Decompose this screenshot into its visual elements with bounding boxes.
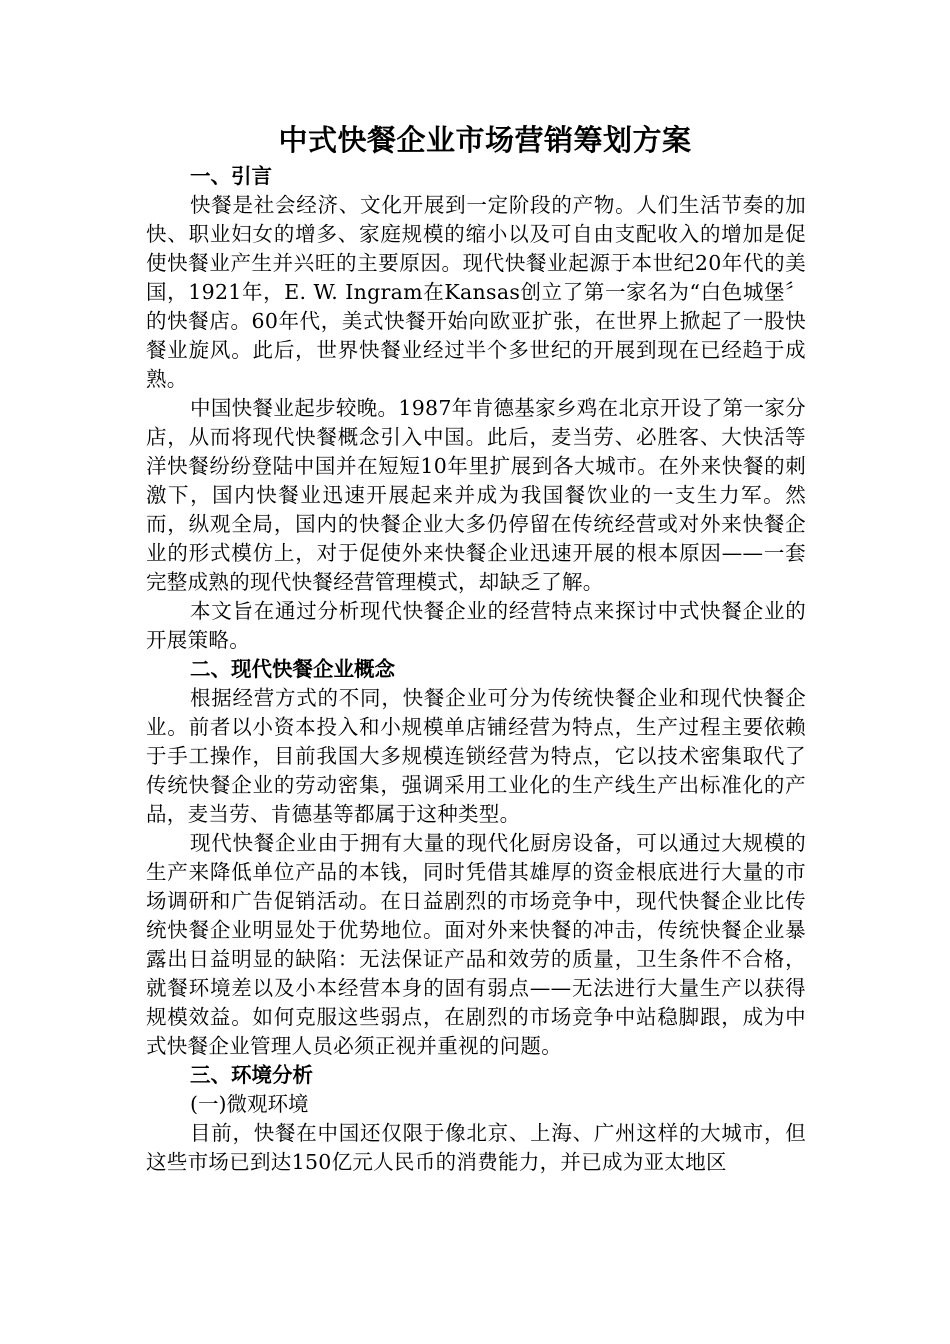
- paragraph: 快餐是社会经济、文化开展到一定阶段的产物。人们生活节奏的加快、职业妇女的增多、家庭规模的缩小以及可自由支配收入的增加是促使快餐业产生并兴旺的主要原因。现代快餐业起源于本世纪20年代的美国，1921年，E. W. Ingram在Kansas创立了第一家名为“白色城堡〞的快餐店。60年代，美式快餐开始向欧亚扩张，在世界上掀起了一股快餐业旋风。此后，世界快餐业经过半个多世纪的开展到现在已经趋于成熟。: [146, 193, 806, 391]
- section-heading: 三、环境分析: [190, 1063, 313, 1087]
- paragraph: 现代快餐企业由于拥有大量的现代化厨房设备，可以通过大规模的生产来降低单位产品的本钱，同时凭借其雄厚的资金根底进行大量的市场调研和广告促销活动。在日益剧烈的市场竞争中，现代快餐企业比传统快餐企业明显处于优势地位。面对外来快餐的冲击，传统快餐企业暴露出日益明显的缺陷：无法保证产品和效劳的质量，卫生条件不合格，就餐环境差以及小本经营本身的固有弱点——无法进行大量生产以获得规模效益。如何克服这些弱点，在剧烈的市场竞争中站稳脚跟，成为中式快餐企业管理人员必须正视并重视的问题。: [146, 831, 806, 1058]
- section-introduction: [146, 162, 806, 655]
- section-heading: 二、现代快餐企业概念: [190, 657, 395, 681]
- paragraph: 中国快餐业起步较晚。1987年肯德基家乡鸡在北京开设了第一家分店，从而将现代快餐概念引入中国。此后，麦当劳、必胜客、大快活等洋快餐纷纷登陆中国并在短短10年里扩展到各大城市。在外来快餐的刺激下，国内快餐业迅速开展起来并成为我国餐饮业的一支生力军。然而，纵观全局，国内的快餐企业大多仍停留在传统经营或对外来快餐企业的形式模仿上，对于促使外来快餐企业迅速开展的根本原因——一套完整成熟的现代快餐经营管理模式，却缺乏了解。: [146, 396, 806, 594]
- section-environment: [146, 1061, 806, 1177]
- paragraph: 根据经营方式的不同，快餐企业可分为传统快餐企业和现代快餐企业。前者以小资本投入和小规模单店铺经营为特点，生产过程主要依赖于手工操作，目前我国大多规模连锁经营为特点，它以技术密集取代了传统快餐企业的劳动密集，强调采用工业化的生产线生产出标准化的产品，麦当劳、肯德基等都属于这种类型。: [146, 686, 806, 826]
- paragraph: 目前，快餐在中国还仅限于像北京、上海、广州这样的大城市，但这些市场已到达150亿元人民币的消费能力，并已成为亚太地区: [146, 1121, 806, 1174]
- paragraph: 本文旨在通过分析现代快餐企业的经营特点来探讨中式快餐企业的开展策略。: [146, 599, 806, 652]
- section-heading: 一、引言: [190, 164, 272, 188]
- document-page: [146, 118, 806, 1177]
- document-title: 中式快餐企业市场营销筹划方案: [278, 123, 692, 157]
- subsection-heading: (一)微观环境: [190, 1092, 309, 1116]
- section-concept: [146, 655, 806, 1061]
